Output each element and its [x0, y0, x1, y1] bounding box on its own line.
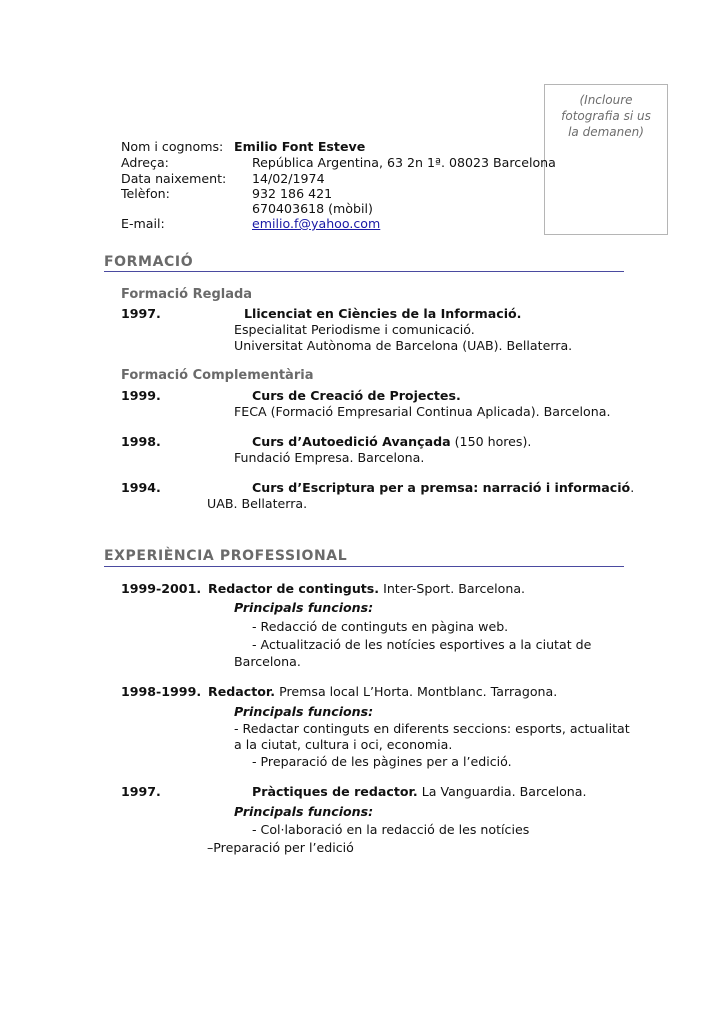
job-function: - Redactar continguts en diferents seccions: esports, actualitat	[234, 721, 630, 736]
entry-title: Curs d’Autoedició Avançada	[252, 434, 451, 449]
section-divider	[104, 271, 624, 272]
mobile-value: 670403618 (mòbil)	[252, 201, 373, 216]
entry-detail: UAB. Bellaterra.	[207, 496, 308, 511]
job-function: Barcelona.	[234, 654, 301, 669]
entry-year: 1998.	[121, 434, 161, 449]
name-value: Emilio Font Esteve	[234, 139, 366, 154]
email-label: E-mail:	[121, 216, 165, 231]
entry-title-line	[252, 480, 634, 495]
job-line	[208, 684, 557, 699]
job-functions-label: Principals funcions:	[234, 600, 374, 615]
job-function: - Redacció de continguts en pàgina web.	[252, 619, 509, 634]
section-title-formacio: FORMACIÓ	[104, 254, 194, 270]
entry-detail: Especialitat Periodisme i comunicació.	[234, 322, 475, 337]
entry-year: 1999.	[121, 388, 161, 403]
job-function: - Actualització de les notícies esportives a la ciutat de	[252, 637, 592, 652]
photo-placeholder	[544, 84, 668, 235]
job-role: Redactor de continguts.	[208, 581, 380, 596]
job-function: - Preparació de les pàgines per a l’edició.	[252, 754, 512, 769]
job-line	[252, 784, 586, 799]
job-years: 1997.	[121, 784, 161, 799]
email-link[interactable]: emilio.f@yahoo.com	[252, 216, 381, 231]
entry-title: Curs d’Escriptura per a premsa: narració i informació	[252, 480, 631, 495]
section-title-experiencia: EXPERIÈNCIA PROFESSIONAL	[104, 548, 348, 564]
photo-note-line: (Incloure	[579, 93, 633, 107]
birth-value: 14/02/1974	[252, 171, 325, 186]
job-place: Premsa local L’Horta. Montblanc. Tarragona.	[279, 684, 558, 699]
entry-title-line	[252, 388, 461, 403]
phone-label: Telèfon:	[121, 186, 170, 201]
job-role: Pràctiques de redactor.	[252, 784, 418, 799]
phone-value: 932 186 421	[252, 186, 333, 201]
entry-year: 1994.	[121, 480, 161, 495]
subsection-formacio-reglada: Formació Reglada	[121, 287, 253, 302]
birth-label: Data naixement:	[121, 171, 227, 186]
job-function: a la ciutat, cultura i oci, economia.	[234, 737, 453, 752]
job-line	[208, 581, 525, 596]
entry-detail: Universitat Autònoma de Barcelona (UAB). Bellaterra.	[234, 338, 573, 353]
entry-detail: FECA (Formació Empresarial Continua Aplicada). Barcelona.	[234, 404, 611, 419]
photo-note-line: la demanen)	[568, 125, 644, 139]
entry-title: Curs de Creació de Projectes.	[252, 388, 461, 403]
job-years: 1998-1999.	[121, 684, 202, 699]
job-place: La Vanguardia. Barcelona.	[421, 784, 587, 799]
entry-year: 1997.	[121, 306, 161, 321]
entry-hours: (150 hores).	[454, 434, 532, 449]
job-function: –Preparació per l’edició	[207, 840, 354, 855]
job-role: Redactor.	[208, 684, 276, 699]
job-function: - Col·laboració en la redacció de les notícies	[252, 822, 530, 837]
address-value: República Argentina, 63 2n 1ª. 08023 Barcelona	[252, 155, 556, 170]
job-years: 1999-2001.	[121, 581, 202, 596]
entry-punctuation: .	[630, 480, 635, 495]
subsection-formacio-complementaria: Formació Complementària	[121, 368, 314, 383]
section-divider	[104, 566, 624, 567]
job-functions-label: Principals funcions:	[234, 704, 374, 719]
entry-detail: Fundació Empresa. Barcelona.	[234, 450, 425, 465]
job-place: Inter-Sport. Barcelona.	[383, 581, 526, 596]
photo-note-line: fotografia si us	[561, 109, 651, 123]
address-label: Adreça:	[121, 155, 169, 170]
entry-title-line	[252, 434, 531, 449]
entry-title: Llicenciat en Ciències de la Informació.	[244, 306, 522, 321]
name-label: Nom i cognoms:	[121, 139, 224, 154]
job-functions-label: Principals funcions:	[234, 804, 374, 819]
